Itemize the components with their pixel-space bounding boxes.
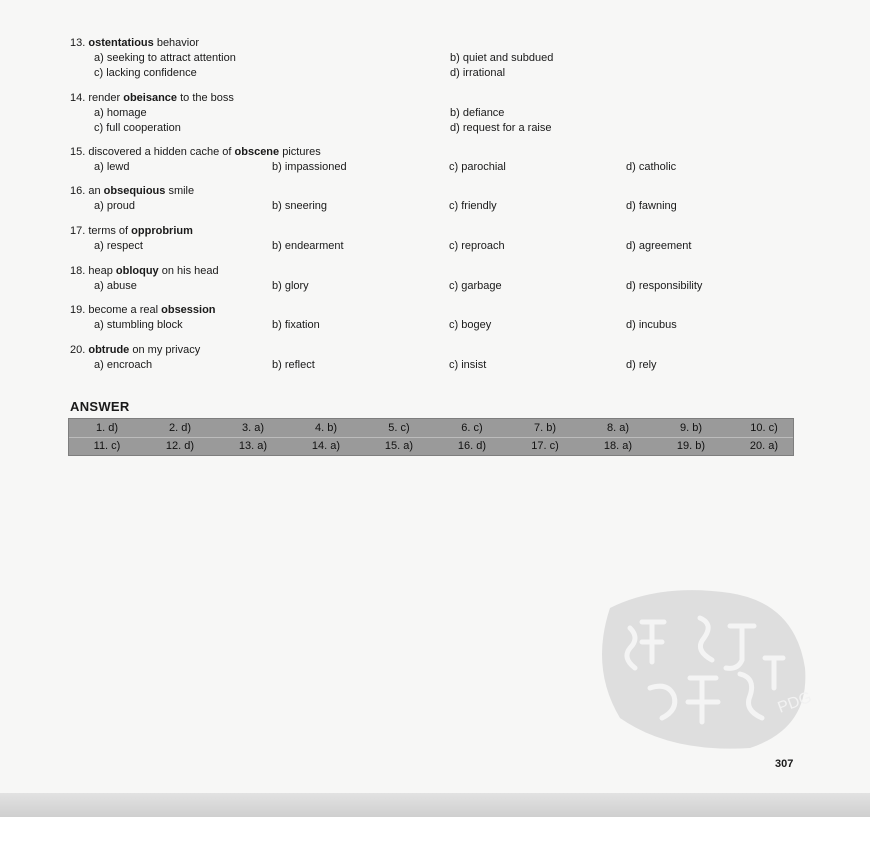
vocabulary-word: obloquy: [115, 265, 159, 277]
answer-key-cell: 1. d): [95, 422, 118, 434]
answer-key-cell: 11. c): [93, 440, 121, 452]
answer-key-cell: 17. c): [531, 440, 559, 452]
stem-text: behavior: [153, 37, 200, 49]
answer-key-cell: 10. c): [750, 422, 778, 434]
question-number: 20.: [70, 344, 89, 356]
answer-key-cell: 7. b): [533, 422, 556, 434]
answer-option: c) parochial: [449, 161, 506, 173]
question-item: [70, 36, 790, 81]
answer-option: b) sneering: [272, 200, 328, 212]
answer-option: d) catholic: [626, 161, 677, 173]
scan-edge-band: [0, 793, 870, 817]
vocabulary-word: obsequious: [103, 185, 166, 197]
answer-option: c) full cooperation: [94, 122, 181, 134]
answer-key-cell: 12. d): [165, 440, 195, 452]
answer-option: c) insist: [449, 359, 487, 371]
question-stem: [70, 224, 790, 239]
question-item: [70, 184, 790, 214]
watermark-seal-icon: [580, 578, 820, 758]
question-stem: [70, 303, 790, 318]
watermark-text: PDG: [775, 688, 814, 717]
stem-text: become a real: [88, 304, 162, 316]
stem-text: to the boss: [177, 92, 234, 104]
answer-option: a) encroach: [94, 359, 153, 371]
stem-text: discovered a hidden cache of: [88, 146, 235, 158]
vocabulary-word: obtrude: [88, 344, 130, 356]
answer-option: b) defiance: [450, 107, 505, 119]
answer-option: b) quiet and subdued: [450, 52, 554, 64]
answer-option: d) request for a raise: [450, 122, 552, 134]
question-item: [70, 91, 790, 136]
vocabulary-word: obscene: [234, 146, 280, 158]
question-item: [70, 224, 790, 254]
answer-option: c) bogey: [449, 319, 492, 331]
answer-option: a) homage: [94, 107, 147, 119]
stem-text: smile: [165, 185, 195, 197]
scan-margin: [0, 817, 870, 842]
answer-key-cell: 19. b): [676, 440, 706, 452]
answer-row-2: [69, 437, 793, 455]
question-item: [70, 303, 790, 333]
question-item: [70, 343, 790, 373]
answer-option: c) friendly: [449, 200, 497, 212]
stem-text: terms of: [88, 225, 132, 237]
question-item: [70, 145, 790, 175]
question-stem: [70, 91, 790, 106]
vocabulary-word: ostentatious: [88, 37, 154, 49]
stem-text: heap: [88, 265, 116, 277]
vocabulary-word: obeisance: [123, 92, 178, 104]
question-number: 19.: [70, 304, 89, 316]
answer-key-table: [68, 418, 794, 456]
question-number: 18.: [70, 265, 89, 277]
question-number: 16.: [70, 185, 89, 197]
stem-text: render: [88, 92, 124, 104]
options: [70, 279, 790, 294]
answer-option: a) abuse: [94, 280, 137, 292]
answer-row-1: [69, 420, 793, 437]
options: [70, 160, 790, 175]
options: [70, 199, 790, 214]
answer-option: b) impassioned: [272, 161, 347, 173]
answer-option: d) fawning: [626, 200, 677, 212]
question-stem: [70, 36, 790, 51]
vocabulary-word: opprobrium: [131, 225, 193, 237]
answer-option: a) proud: [94, 200, 135, 212]
answer-key-cell: 4. b): [314, 422, 337, 434]
options: [70, 239, 790, 254]
stem-text: on his head: [158, 265, 219, 277]
answer-heading: ANSWER: [70, 399, 130, 414]
question-number: 17.: [70, 225, 89, 237]
answer-key-cell: 15. a): [384, 440, 414, 452]
page-number: 307: [775, 758, 794, 770]
answer-option: d) responsibility: [626, 280, 703, 292]
answer-option: d) irrational: [450, 67, 506, 79]
question-stem: [70, 343, 790, 358]
answer-key-cell: 6. c): [461, 422, 483, 434]
answer-option: a) seeking to attract attention: [94, 52, 236, 64]
answer-option: b) endearment: [272, 240, 344, 252]
answer-option: b) reflect: [272, 359, 315, 371]
answer-key-cell: 14. a): [311, 440, 341, 452]
answer-option: b) glory: [272, 280, 309, 292]
answer-option: d) incubus: [626, 319, 677, 331]
options: [70, 318, 790, 333]
answer-key-cell: 9. b): [679, 422, 702, 434]
answer-key-cell: 20. a): [749, 440, 779, 452]
options: [70, 358, 790, 373]
options: [70, 51, 790, 81]
answer-option: c) lacking confidence: [94, 67, 197, 79]
stem-text: on my privacy: [129, 344, 201, 356]
answer-option: c) reproach: [449, 240, 505, 252]
answer-key-cell: 16. d): [457, 440, 487, 452]
answer-key-cell: 3. a): [241, 422, 264, 434]
answer-option: d) agreement: [626, 240, 692, 252]
answer-key-cell: 18. a): [603, 440, 633, 452]
answer-key-cell: 13. a): [238, 440, 268, 452]
question-number: 14.: [70, 92, 89, 104]
answer-option: a) respect: [94, 240, 143, 252]
question-stem: [70, 184, 790, 199]
vocabulary-word: obsession: [161, 304, 216, 316]
answer-option: a) stumbling block: [94, 319, 183, 331]
answer-option: b) fixation: [272, 319, 320, 331]
question-number: 15.: [70, 146, 89, 158]
options: [70, 106, 790, 136]
answer-option: d) rely: [626, 359, 657, 371]
answer-key-cell: 2. d): [168, 422, 191, 434]
question-stem: [70, 264, 790, 279]
answer-option: c) garbage: [449, 280, 502, 292]
answer-option: a) lewd: [94, 161, 130, 173]
answer-key-cell: 5. c): [388, 422, 410, 434]
question-number: 13.: [70, 37, 89, 49]
question-item: [70, 264, 790, 294]
answer-key-cell: 8. a): [606, 422, 629, 434]
stem-text: an: [88, 185, 104, 197]
question-stem: [70, 145, 790, 160]
stem-text: pictures: [279, 146, 321, 158]
